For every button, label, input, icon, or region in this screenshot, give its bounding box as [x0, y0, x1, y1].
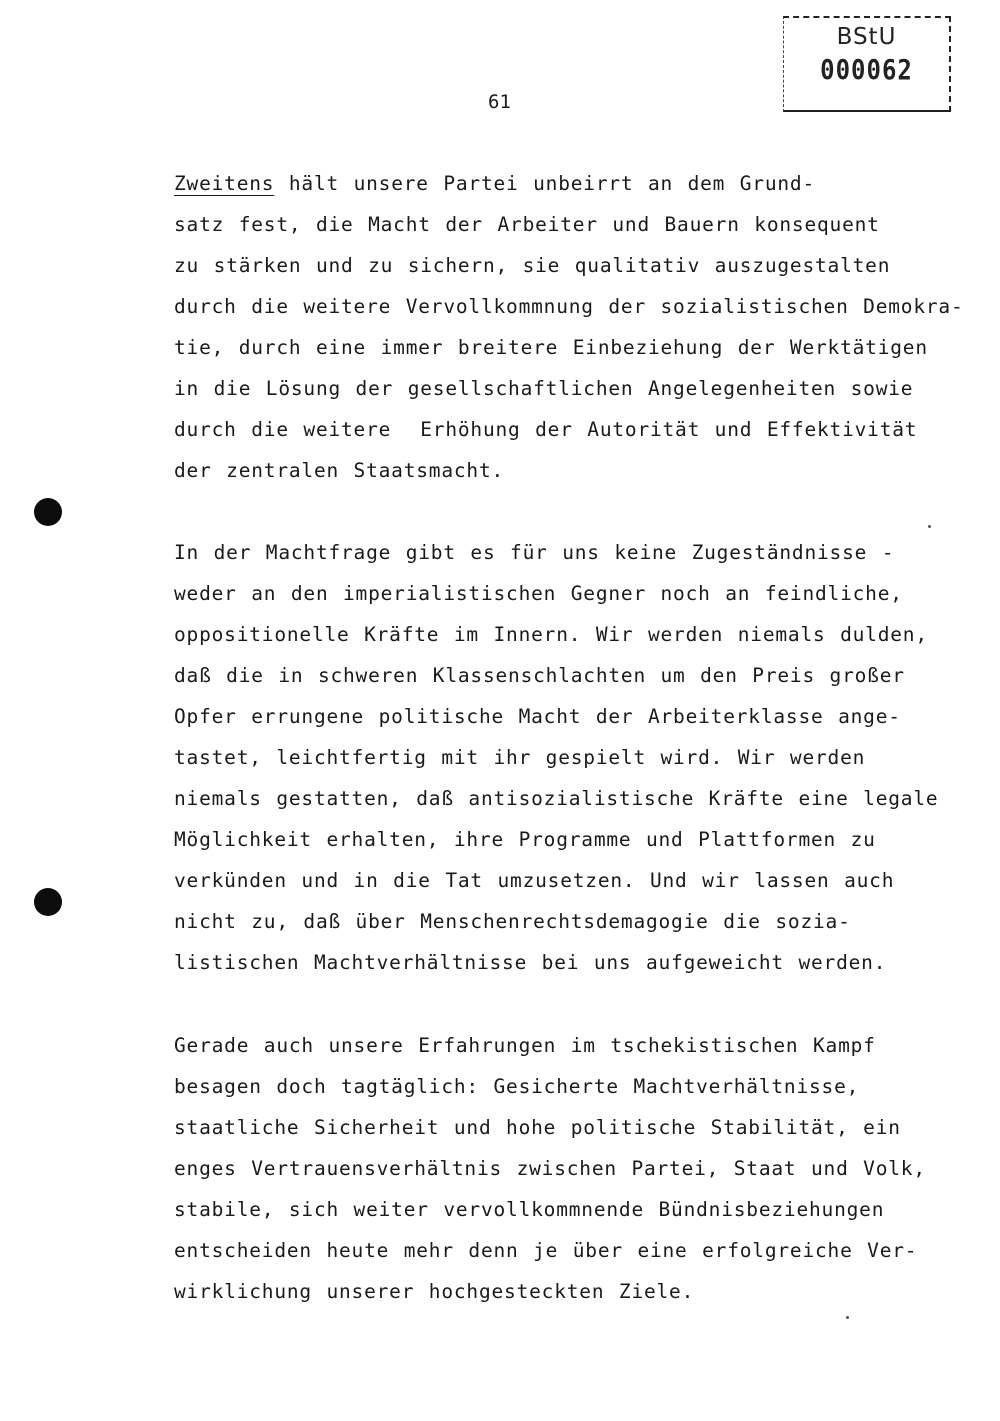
- archive-stamp: [783, 16, 951, 112]
- text-line: zu stärken und zu sichern, sie qualitativ auszugestalten: [174, 254, 891, 277]
- text-line: der zentralen Staatsmacht.: [174, 459, 505, 482]
- page-number: 61: [488, 91, 511, 113]
- stamp-agency: BStU: [836, 24, 897, 50]
- text-line: entscheiden heute mehr denn je über eine erfolgreiche Ver-: [174, 1239, 918, 1262]
- text-line: in die Lösung der gesellschaftlichen Angelegenheiten sowie: [174, 377, 914, 400]
- emphasis-word: Zweitens: [174, 172, 275, 195]
- text-line: weder an den imperialistischen Gegner noch an feindliche,: [174, 582, 903, 605]
- paragraph-3: [174, 1025, 954, 1312]
- text-line: stabile, sich weiter vervollkommnende Bündnisbeziehungen: [174, 1198, 885, 1221]
- text-line: durch die weitere Vervollkommnung der sozialistischen Demokra-: [174, 295, 964, 318]
- text-line: [174, 163, 954, 204]
- text-line: Opfer errungene politische Macht der Arbeiterklasse ange-: [174, 705, 901, 728]
- paper-speck: [928, 525, 931, 528]
- paper-speck: [846, 1316, 849, 1319]
- text-line: verkünden und in die Tat umzusetzen. Und wir lassen auch: [174, 869, 895, 892]
- text-line: durch die weitere Erhöhung der Autorität und Effektivität: [174, 418, 918, 441]
- text-line: satz fest, die Macht der Arbeiter und Bauern konsequent: [174, 213, 880, 236]
- text-line: tie, durch eine immer breitere Einbeziehung der Werktätigen: [174, 336, 928, 359]
- text-line: tastet, leichtfertig mit ihr gespielt wird. Wir werden: [174, 746, 866, 769]
- text-line: Möglichkeit erhalten, ihre Programme und Plattformen zu: [174, 828, 876, 851]
- line-text: hält unsere Partei unbeirrt an dem Grund-: [274, 172, 816, 195]
- text-line: staatliche Sicherheit und hohe politische Stabilität, ein: [174, 1116, 901, 1139]
- punch-hole-lower: [34, 888, 62, 916]
- text-line: Gerade auch unsere Erfahrungen im tschekistischen Kampf: [174, 1034, 876, 1057]
- text-line: besagen doch tagtäglich: Gesicherte Machtverhältnisse,: [174, 1075, 860, 1098]
- paragraph-1: [174, 163, 964, 491]
- text-line: niemals gestatten, daß antisozialistische Kräfte eine legale: [174, 787, 939, 810]
- text-line: listischen Machtverhältnisse bei uns aufgeweicht werden.: [174, 951, 887, 974]
- text-line: daß die in schweren Klassenschlachten um den Preis großer: [174, 664, 905, 687]
- punch-hole-upper: [34, 498, 62, 526]
- text-line: oppositionelle Kräfte im Innern. Wir werden niemals dulden,: [174, 623, 928, 646]
- paragraph-2: [174, 532, 954, 983]
- text-line: wirklichung unserer hochgesteckten Ziele.: [174, 1280, 695, 1303]
- text-line: nicht zu, daß über Menschenrechtsdemagogie die sozia-: [174, 910, 851, 933]
- text-line: enges Vertrauensverhältnis zwischen Partei, Staat und Volk,: [174, 1157, 926, 1180]
- text-line: In der Machtfrage gibt es für uns keine Zugeständnisse -: [174, 541, 895, 564]
- stamp-number: 000062: [820, 53, 913, 87]
